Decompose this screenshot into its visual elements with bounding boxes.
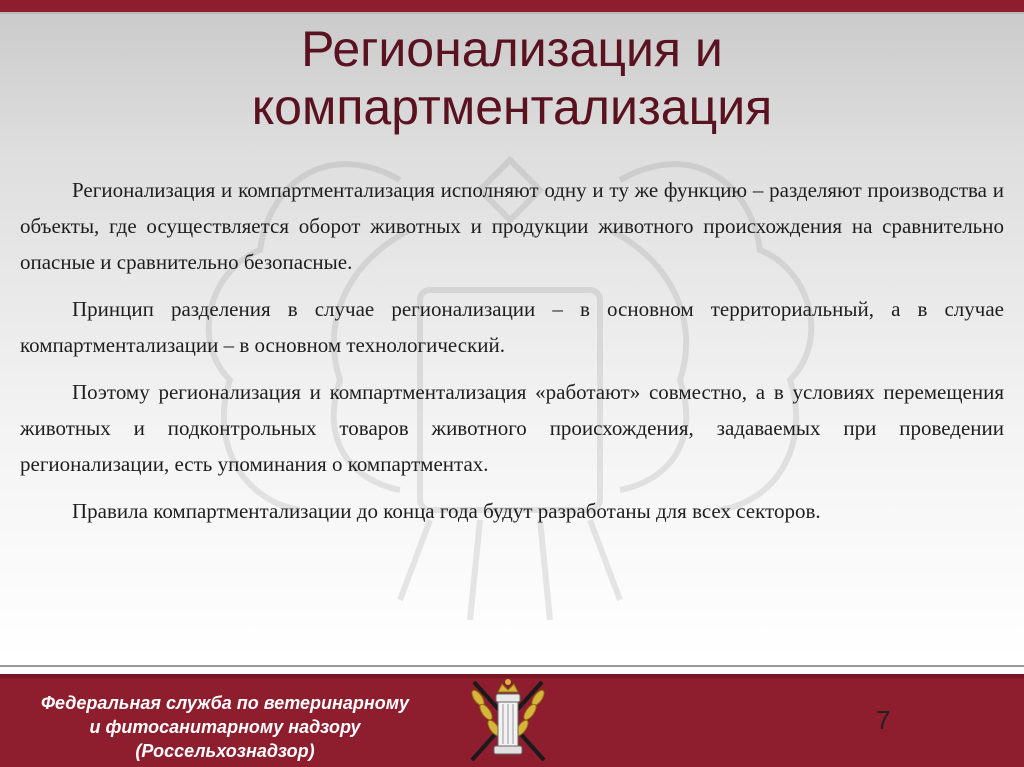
- agency-line-2: и фитосанитарному надзору: [89, 717, 361, 737]
- paragraph-3: Поэтому регионализация и компартментализация «работают» совместно, а в условиях перемещения животных и подконтрольных товаров животного происхождения, задаваемых при проведении регионализации, есть упоминания о компартментах.: [20, 380, 1004, 476]
- paragraph-1: Регионализация и компартментализация исполняют одну и ту же функцию – разделяют производства и объекты, где осуществляется оборот животных и продукции животного происхождения на сравнительно опасные и сравнительно безопасные.: [20, 178, 1004, 274]
- agency-name: [10, 691, 440, 763]
- top-band: [0, 0, 1024, 12]
- footer-divider: [0, 665, 1024, 667]
- paragraph-2: Принцип разделения в случае регионализации – в основном территориальный, а в случае компартментализации – в основном технологический.: [20, 297, 1004, 357]
- paragraph-4: Правила компартментализации до конца года будут разработаны для всех секторов.: [72, 499, 821, 523]
- title-line-2: компартментализация: [251, 79, 773, 135]
- slide-body: [20, 172, 1004, 540]
- slide-title: [0, 20, 1024, 136]
- title-line-1: Регионализация и: [301, 21, 723, 77]
- agency-line-3: (Россельхознадзор): [135, 741, 315, 761]
- agency-line-1: Федеральная служба по ветеринарному: [40, 693, 410, 713]
- page-number: 7: [876, 705, 891, 735]
- top-band-divider: [0, 12, 1024, 14]
- rosselkhoznadzor-emblem-icon: [462, 676, 554, 764]
